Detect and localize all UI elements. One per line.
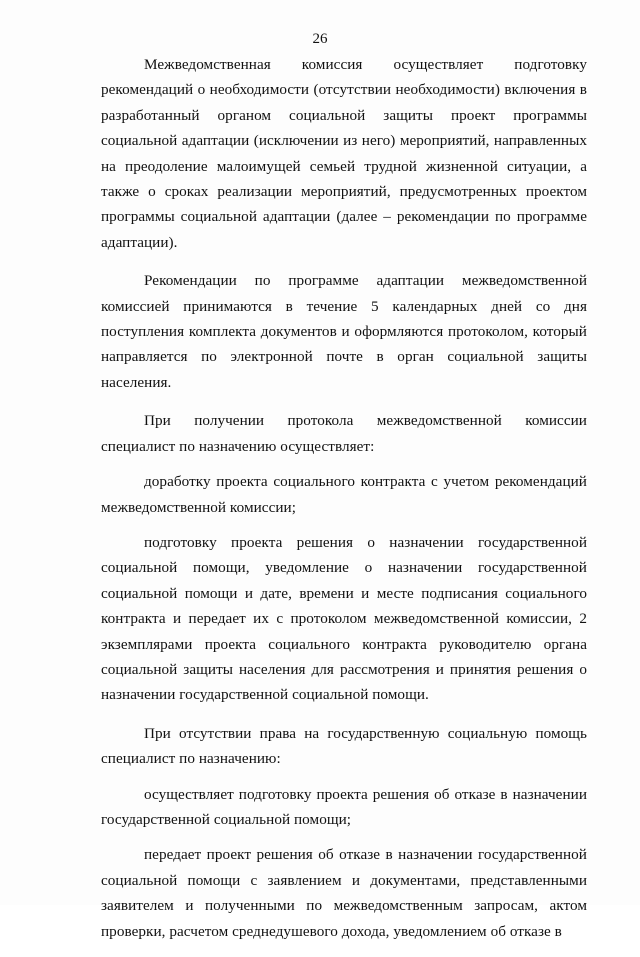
paragraph-protocol-received: При получении протокола межведомственной комиссии специалист по назначению осуществляет: <box>101 412 587 455</box>
document-body <box>101 52 587 957</box>
paragraph-commission-recommendations: Межведомственная комиссия осуществляет подготовку рекомендаций о необходимости (отсутствии необходимости) включения в разработанный органом социальной защиты проект программы социальной адаптации (исключении из него) мероприятий, направленных на преодоление малоимущей семьей трудной жизненной ситуации, а также о сроках реализации мероприятий, предусмотренных проектом программы социальной адаптации (далее – рекомендации по программе адаптации). <box>101 56 587 251</box>
paragraph-recommendation-deadline: Рекомендации по программе адаптации межведомственной комиссией принимаются в течение 5 календарных дней со дня поступления комплекта документов и оформляются протоколом, который направляется по электронной почте в орган социальной защиты населения. <box>101 272 587 391</box>
paragraph-refusal-preparation: осуществляет подготовку проекта решения об отказе в назначении государственной социальной помощи; <box>101 785 587 828</box>
paragraph-no-right: При отсутствии права на государственную социальную помощь специалист по назначению: <box>101 724 587 768</box>
paragraph-contract-revision: доработку проекта социального контракта с учетом рекомендаций межведомственной комиссии; <box>101 473 587 516</box>
page-number: 26 <box>312 31 328 47</box>
paragraph-decision-preparation: подготовку проекта решения о назначении государственной социальной помощи, уведомление о назначении государственной социальной помощи и дате, времени и месте подписания социального контракта и передает их с протоколом межведомственной комиссии, 2 экземплярами проекта социального контракта руководителю органа социальной защиты населения для рассмотрения и принятия решения о назначении государственной социальной помощи. <box>101 533 587 704</box>
paragraph-refusal-transfer: передает проект решения об отказе в назначении государственной социальной помощи с заявлением и документами, представленными заявителем и полученными по межведомственным запросам, актом проверки, расчетом среднедушевого дохода, уведомлением об отказе в <box>101 846 587 940</box>
